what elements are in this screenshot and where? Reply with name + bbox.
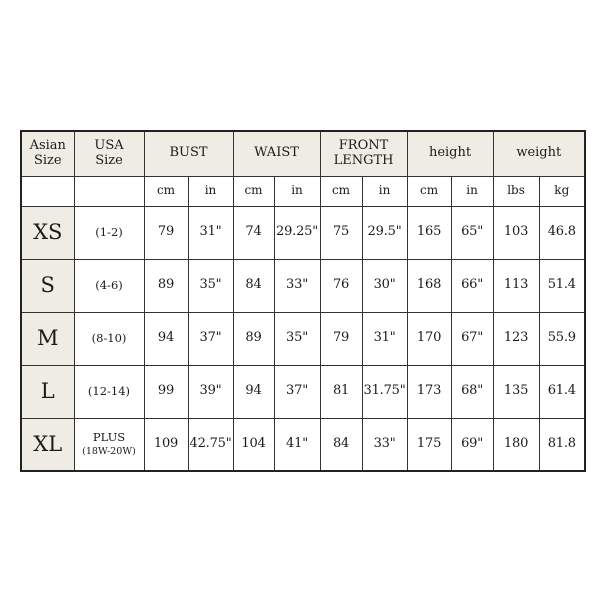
header-usa-size-line2: Size	[95, 152, 123, 168]
bust-cm-cell: 109	[144, 418, 188, 471]
height-cm-cell: 170	[407, 312, 451, 365]
weight-kg-cell: 61.4	[539, 365, 585, 418]
header-waist: WAIST	[233, 131, 320, 176]
front-cm-cell: 76	[320, 259, 362, 312]
height-in-cell: 67"	[451, 312, 493, 365]
waist-cm-cell: 104	[233, 418, 274, 471]
bust-in-cell: 39"	[188, 365, 233, 418]
header-asian-size	[21, 131, 74, 176]
unit-height-cm: cm	[407, 176, 451, 206]
waist-cm-cell: 74	[233, 206, 274, 259]
header-front-length-line2: LENGTH	[333, 152, 394, 168]
height-cm-cell: 168	[407, 259, 451, 312]
waist-in-cell: 33"	[274, 259, 320, 312]
asian-size-cell: M	[21, 312, 74, 365]
usa-size-cell: (8-10)	[74, 312, 144, 365]
usa-size-cell: (1-2)	[74, 206, 144, 259]
size-chart-table	[20, 130, 586, 472]
front-in-cell: 29.5"	[362, 206, 407, 259]
bust-cm-cell: 99	[144, 365, 188, 418]
usa-size-cell: (4-6)	[74, 259, 144, 312]
height-in-cell: 66"	[451, 259, 493, 312]
weight-kg-cell: 46.8	[539, 206, 585, 259]
usa-size-plus-range: (18W-20W)	[82, 445, 136, 457]
weight-lbs-cell: 180	[493, 418, 539, 471]
asian-size-cell: S	[21, 259, 74, 312]
table-row	[21, 259, 585, 312]
header-usa-size	[74, 131, 144, 176]
front-cm-cell: 79	[320, 312, 362, 365]
weight-kg-cell: 51.4	[539, 259, 585, 312]
unit-bust-in: in	[188, 176, 233, 206]
front-cm-cell: 84	[320, 418, 362, 471]
height-cm-cell: 165	[407, 206, 451, 259]
height-in-cell: 65"	[451, 206, 493, 259]
bust-in-cell: 31"	[188, 206, 233, 259]
front-in-cell: 31.75"	[362, 365, 407, 418]
weight-lbs-cell: 103	[493, 206, 539, 259]
table-row	[21, 206, 585, 259]
height-cm-cell: 173	[407, 365, 451, 418]
unit-waist-cm: cm	[233, 176, 274, 206]
asian-size-cell: XL	[21, 418, 74, 471]
asian-size-cell: XS	[21, 206, 74, 259]
header-asian-size-line1: Asian	[29, 137, 66, 153]
bust-cm-cell: 89	[144, 259, 188, 312]
front-cm-cell: 81	[320, 365, 362, 418]
unit-row	[21, 176, 585, 206]
front-in-cell: 30"	[362, 259, 407, 312]
usa-size-cell: (12-14)	[74, 365, 144, 418]
header-bust: BUST	[144, 131, 233, 176]
front-in-cell: 31"	[362, 312, 407, 365]
header-usa-size-line1: USA	[94, 137, 124, 153]
table-row	[21, 418, 585, 471]
header-row	[21, 131, 585, 176]
unit-weight-lbs: lbs	[493, 176, 539, 206]
header-front-length-line1: FRONT	[338, 137, 389, 153]
waist-cm-cell: 84	[233, 259, 274, 312]
usa-size-plus-label: PLUS	[92, 429, 126, 444]
waist-cm-cell: 94	[233, 365, 274, 418]
table-row	[21, 365, 585, 418]
unit-height-in: in	[451, 176, 493, 206]
unit-blank-cell	[74, 176, 144, 206]
unit-bust-cm: cm	[144, 176, 188, 206]
waist-in-cell: 35"	[274, 312, 320, 365]
bust-in-cell: 37"	[188, 312, 233, 365]
unit-front-in: in	[362, 176, 407, 206]
waist-cm-cell: 89	[233, 312, 274, 365]
header-asian-size-line2: Size	[33, 152, 62, 168]
front-in-cell: 33"	[362, 418, 407, 471]
asian-size-cell: L	[21, 365, 74, 418]
header-height: height	[407, 131, 493, 176]
weight-lbs-cell: 123	[493, 312, 539, 365]
unit-waist-in: in	[274, 176, 320, 206]
weight-lbs-cell: 135	[493, 365, 539, 418]
height-in-cell: 68"	[451, 365, 493, 418]
height-cm-cell: 175	[407, 418, 451, 471]
front-cm-cell: 75	[320, 206, 362, 259]
waist-in-cell: 29.25"	[274, 206, 320, 259]
bust-cm-cell: 79	[144, 206, 188, 259]
bust-in-cell: 35"	[188, 259, 233, 312]
weight-kg-cell: 81.8	[539, 418, 585, 471]
usa-size-cell	[74, 418, 144, 471]
unit-blank-cell	[21, 176, 74, 206]
weight-kg-cell: 55.9	[539, 312, 585, 365]
unit-front-cm: cm	[320, 176, 362, 206]
table-row	[21, 312, 585, 365]
waist-in-cell: 41"	[274, 418, 320, 471]
waist-in-cell: 37"	[274, 365, 320, 418]
bust-cm-cell: 94	[144, 312, 188, 365]
bust-in-cell: 42.75"	[188, 418, 233, 471]
header-front-length	[320, 131, 407, 176]
weight-lbs-cell: 113	[493, 259, 539, 312]
height-in-cell: 69"	[451, 418, 493, 471]
header-weight: weight	[493, 131, 585, 176]
unit-weight-kg: kg	[539, 176, 585, 206]
